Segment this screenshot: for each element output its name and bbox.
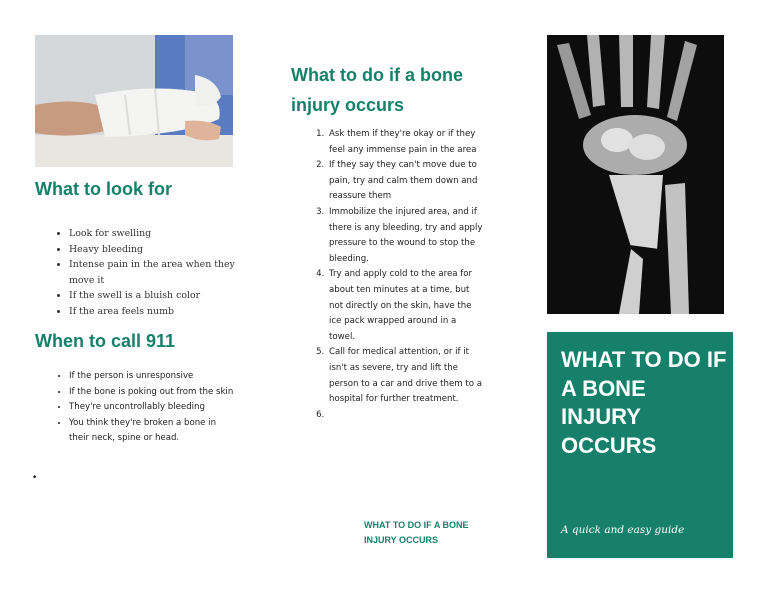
step-item: 5. Call for medical attention, or if it isn't as severe, try and lift the person to a car and drive them to a hospital for further treatment. — [327, 345, 483, 407]
look-list — [35, 226, 235, 320]
call-list — [35, 369, 235, 447]
list-item: • Look for swelling — [69, 226, 235, 242]
wrist-xray-illustration — [547, 35, 724, 314]
look-heading: What to look for — [35, 179, 172, 199]
list-item: • Intense pain in the area when they move it — [69, 257, 235, 288]
step-item — [327, 408, 483, 424]
list-item: • If the person is unresponsive — [69, 369, 235, 385]
footer-title: WHAT TO DO IF A BONE INJURY OCCURS — [364, 520, 469, 545]
steps-list — [291, 127, 483, 423]
cover-title: WHAT TO DO IF A BONE INJURY OCCURS — [561, 347, 727, 458]
list-item: • Heavy bleeding — [69, 242, 235, 258]
list-item: • You think they're broken a bone in their neck, spine or head. — [69, 416, 235, 447]
cast-arm-illustration — [35, 35, 233, 167]
cover-subtitle: A quick and easy guide — [561, 524, 685, 536]
step-item: 1. Ask them if they're okay or if they feel any immense pain in the area — [327, 127, 483, 158]
step-item: 4. Try and apply cold to the area for about ten minutes at a time, but not directly on the skin, have the ice pack wrapped around in a towel. — [327, 267, 483, 345]
xray-image — [547, 35, 724, 314]
list-item: • If the bone is poking out from the skin — [69, 385, 235, 401]
step-item: 3. Immobilize the injured area, and if there is any bleeding, try and apply pressure to the wound to stop the bleeding. — [327, 205, 483, 267]
cast-arm-photo — [35, 35, 233, 167]
list-item: • If the swell is a bluish color — [69, 288, 235, 304]
call-heading: When to call 911 — [35, 331, 176, 351]
step-item: 2. If they say they can't move due to pain, try and calm them down and reassure them — [327, 158, 483, 205]
stray-bullet: • — [32, 473, 38, 483]
steps-heading: What to do if a bone injury occurs — [291, 65, 463, 115]
list-item: • They're uncontrollably bleeding — [69, 400, 235, 416]
list-item: • If the area feels numb — [69, 304, 235, 320]
